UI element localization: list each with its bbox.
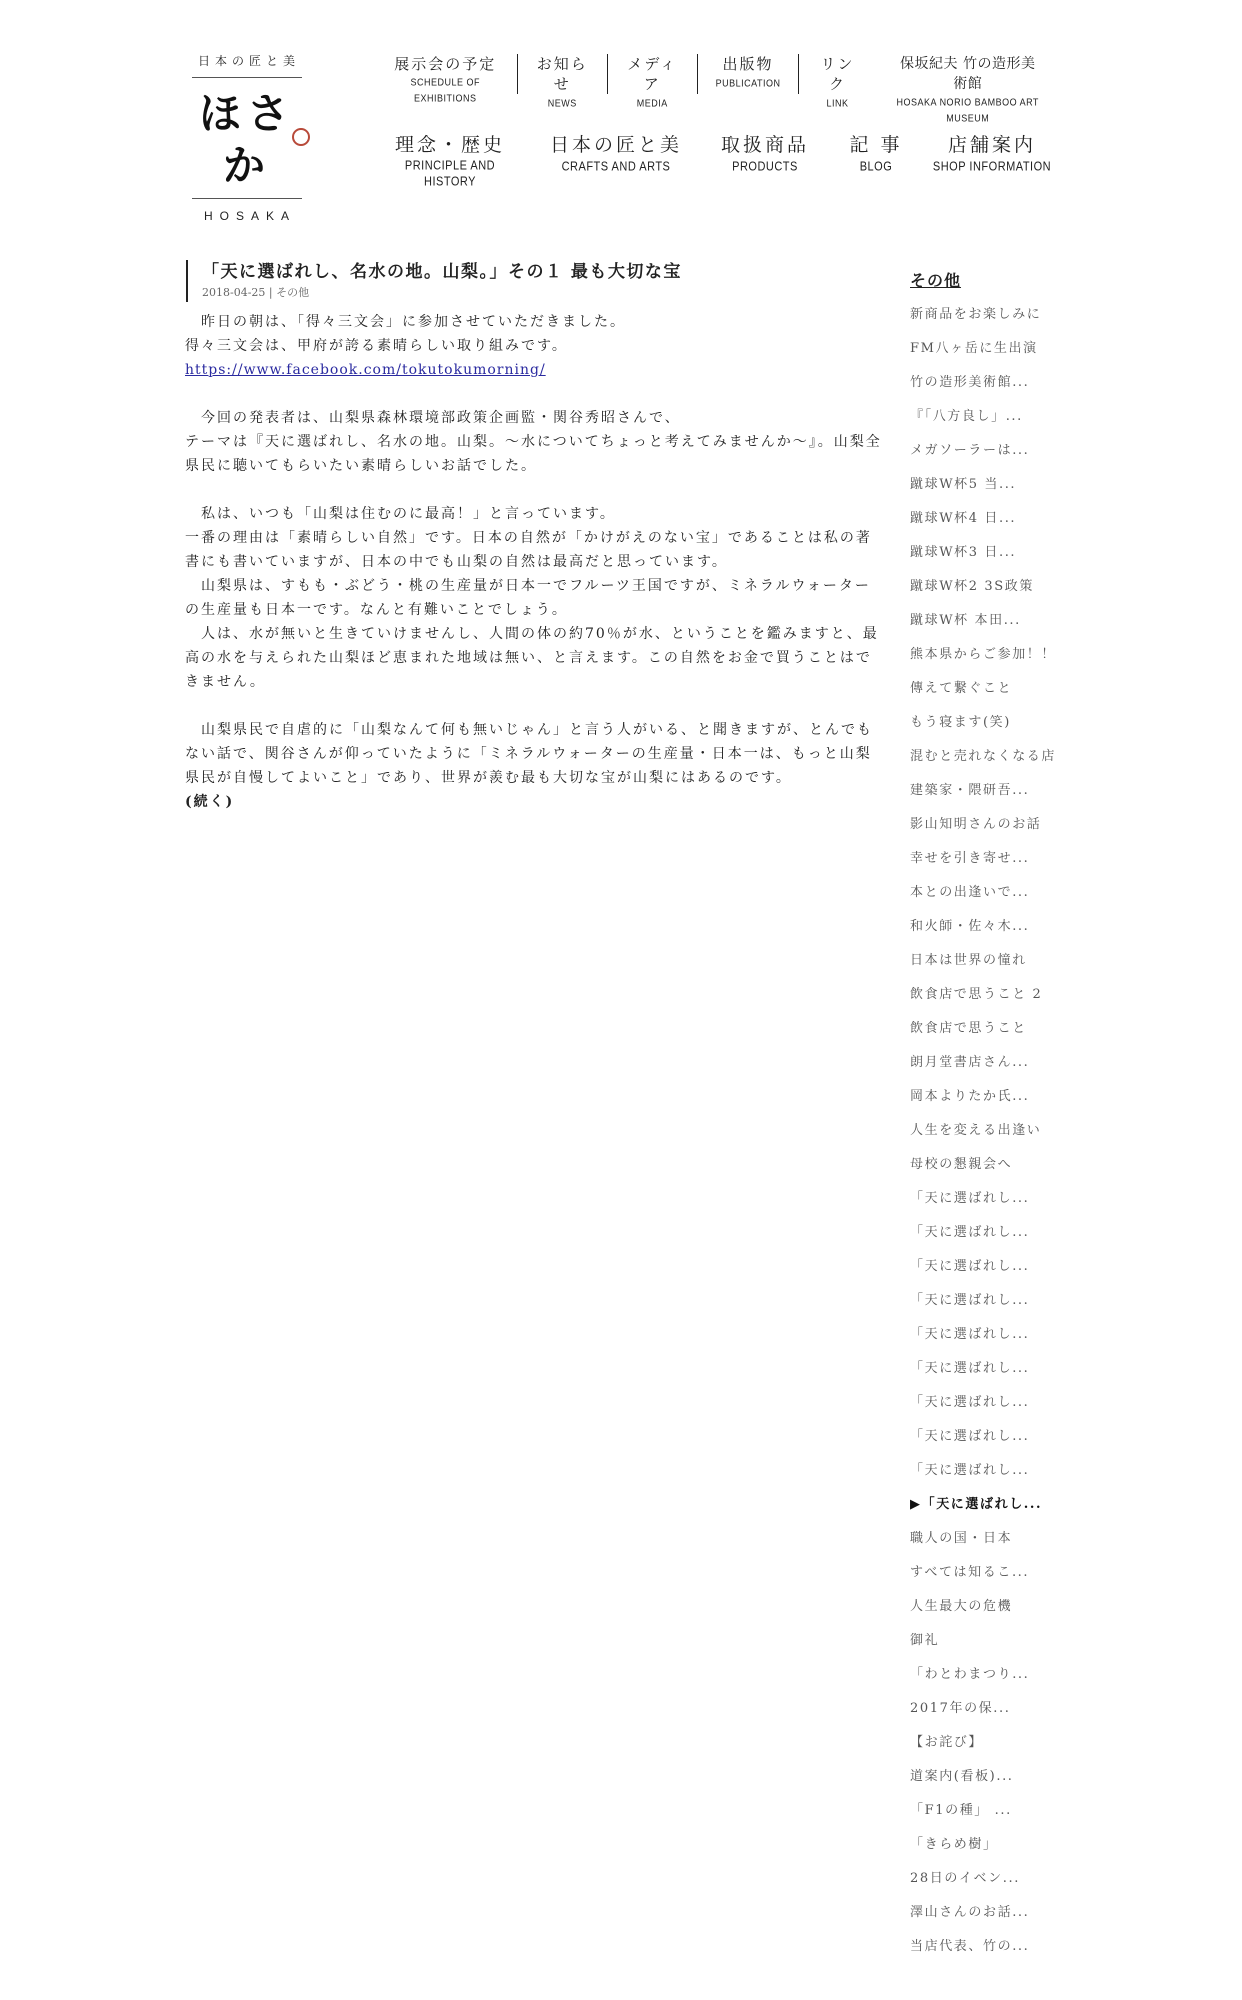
sidebar-post-link[interactable]: 「きらめ樹」: [910, 1837, 998, 1852]
paragraph: テーマは『天に選ばれし、名水の地。山梨。～水についてちょっと考えてみませんか～』。山梨全県民に聴いてもらいたい素晴らしいお話でした。: [185, 434, 882, 474]
nav-label-en: NEWS: [547, 97, 577, 109]
sidebar-post-item: [910, 745, 1070, 768]
nav-label-en: PRODUCTS: [732, 160, 798, 174]
sidebar-post-link[interactable]: 「天に選ばれし...: [910, 1191, 1030, 1206]
sidebar-post-link[interactable]: 人生最大の危機: [910, 1599, 1013, 1614]
nav-label-jp: 記 事: [849, 134, 903, 156]
paragraph: 今回の発表者は、山梨県森林環境部政策企画監・関谷秀昭さんで、: [185, 410, 681, 426]
sidebar-post-item: [910, 779, 1070, 802]
sidebar-post-link[interactable]: 「天に選ばれし...: [910, 1395, 1030, 1410]
nav-item-publication[interactable]: [697, 54, 799, 94]
paragraph-gap: [185, 382, 885, 406]
sidebar-post-item: [910, 1595, 1070, 1618]
nav-label-en: CRAFTS AND ARTS: [561, 160, 671, 174]
sidebar-post-link[interactable]: 当店代表、竹の...: [910, 1939, 1030, 1954]
sidebar-post-item: [910, 303, 1070, 326]
sidebar-post-link[interactable]: 「F1の種」 ...: [910, 1803, 1012, 1818]
nav-item-crafts[interactable]: [536, 132, 696, 174]
sidebar-post-link[interactable]: 「天に選ばれし...: [910, 1259, 1030, 1274]
meta-separator: |: [265, 286, 277, 299]
sidebar-post-link[interactable]: 岡本よりたか氏...: [910, 1089, 1030, 1104]
nav-label-en: PRINCIPLE AND HISTORY: [404, 159, 496, 189]
sidebar-heading[interactable]: その他: [910, 271, 962, 290]
sidebar-post-item: [910, 575, 1070, 598]
sidebar-post-item: [910, 813, 1070, 836]
sidebar-post-link[interactable]: すべては知るこ...: [910, 1565, 1030, 1580]
paragraph: 昨日の朝は、「得々三文会」に参加させていただきました。: [185, 314, 626, 330]
sidebar-post-item: [910, 1425, 1070, 1448]
sidebar-post-item: [910, 337, 1070, 360]
sidebar-post-item: [910, 677, 1070, 700]
sidebar-post-link[interactable]: 「わとわまつり...: [910, 1667, 1030, 1682]
nav-label-en: MEDIA: [636, 97, 668, 109]
sidebar-post-item: [910, 1493, 1070, 1516]
sidebar-post-link[interactable]: 「天に選ばれし...: [910, 1361, 1030, 1376]
site-logo[interactable]: [186, 52, 308, 223]
nav-label-en: SCHEDULE OF EXHIBITIONS: [410, 76, 481, 104]
nav-item-blog[interactable]: [836, 132, 916, 174]
post-date: 2018-04-25: [202, 286, 266, 299]
sidebar-post-link[interactable]: 朗月堂書店さん...: [910, 1055, 1030, 1070]
sidebar-post-list: [910, 303, 1070, 1958]
nav-label-jp: 出版物: [722, 55, 774, 73]
sidebar-post-item: [910, 1085, 1070, 1108]
nav-label-jp: メディア: [627, 55, 678, 93]
sidebar-post-item: [910, 405, 1070, 428]
sidebar-post-item: [910, 847, 1070, 870]
sidebar-post-item: [910, 1187, 1070, 1210]
sidebar-post-link[interactable]: 傳えて繋ぐこと: [910, 681, 1013, 696]
sidebar-post-link[interactable]: 混むと売れなくなる店: [910, 749, 1057, 764]
post-meta: [202, 284, 885, 302]
top-nav: [380, 54, 1060, 124]
nav-item-link[interactable]: [798, 54, 875, 109]
sidebar-post-item: [910, 371, 1070, 394]
paragraph-gap: [185, 478, 885, 502]
sidebar-post-link[interactable]: 澤山さんのお話...: [910, 1905, 1030, 1920]
paragraph: 山梨県は、すもも・ぶどう・桃の生産量が日本一でフルーツ王国ですが、ミネラルウォーターの生産量も日本一です。なんと有難いことでしょう。: [185, 578, 871, 618]
sidebar-post-item: [910, 983, 1070, 1006]
sidebar-post-item: [910, 915, 1070, 938]
sidebar-post-link[interactable]: 和火師・佐々木...: [910, 919, 1030, 934]
main-nav: [380, 132, 1060, 188]
sidebar-post-item: [910, 1153, 1070, 1176]
sidebar-post-item: [910, 643, 1070, 666]
sidebar-post-item: [910, 1391, 1070, 1414]
nav-label-en: PUBLICATION: [715, 77, 781, 89]
sidebar-post-link[interactable]: 人生を変える出逢い: [910, 1123, 1042, 1138]
sidebar-post-item: [910, 1901, 1070, 1924]
facebook-link[interactable]: https://www.facebook.com/tokutokumorning/: [185, 362, 546, 378]
sidebar-post-item: [910, 1051, 1070, 1074]
sidebar-post-link[interactable]: 母校の懇親会へ: [910, 1157, 1013, 1172]
sidebar-post-link[interactable]: 蹴球W杯5 当...: [910, 477, 1017, 492]
sidebar-post-link[interactable]: 建築家・隈研吾...: [910, 783, 1030, 798]
sidebar-post-link[interactable]: 本との出逢いで...: [910, 885, 1030, 900]
sidebar-post-item: [910, 1629, 1070, 1652]
sidebar-post-link[interactable]: 道案内(看板)...: [910, 1769, 1014, 1784]
nav-label-jp: お知らせ: [536, 55, 588, 93]
sidebar-post-item: [910, 1357, 1070, 1380]
sidebar-post-link[interactable]: 幸せを引き寄せ...: [910, 851, 1030, 866]
sidebar-post-link[interactable]: 職人の国・日本: [910, 1531, 1013, 1546]
sidebar-post-item: [910, 949, 1070, 972]
nav-label-jp: 理念・歴史: [394, 134, 505, 156]
paragraph: 得々三文会は、甲府が誇る素晴らしい取り組みです。: [185, 338, 568, 354]
paragraph-gap: [185, 694, 885, 718]
sidebar-post-link[interactable]: 御礼: [910, 1633, 940, 1648]
sidebar-post-item: [910, 1799, 1070, 1822]
sidebar-post-link[interactable]: 【お詫び】: [910, 1735, 984, 1750]
logo-seal-icon: [292, 128, 310, 146]
category-sidebar: [910, 270, 1070, 1969]
sidebar-post-item: [910, 881, 1070, 904]
nav-label-en: SHOP INFORMATION: [932, 160, 1052, 174]
sidebar-post-link[interactable]: 28日のイベン...: [910, 1871, 1020, 1886]
sidebar-post-link[interactable]: 「天に選ばれし...: [910, 1293, 1030, 1308]
paragraph: (続く): [185, 794, 235, 810]
sidebar-post-link[interactable]: 竹の造形美術館...: [910, 375, 1030, 390]
sidebar-post-item: [910, 1731, 1070, 1754]
nav-item-products[interactable]: [710, 132, 820, 174]
sidebar-post-link[interactable]: 影山知明さんのお話: [910, 817, 1042, 832]
logo-divider: [192, 198, 302, 199]
nav-item-news[interactable]: [517, 54, 607, 109]
nav-label-jp: 日本の匠と美: [549, 134, 682, 156]
sidebar-post-link[interactable]: 蹴球W杯2 3S政策: [910, 579, 1034, 594]
post-category-link[interactable]: その他: [276, 286, 310, 299]
nav-item-media[interactable]: [607, 54, 697, 109]
sidebar-post-item: [910, 1935, 1070, 1958]
sidebar-post-link[interactable]: 「天に選ばれし...: [910, 1327, 1030, 1342]
paragraph: 一番の理由は「素晴らしい自然」です。日本の自然が「かけがえのない宝」であることは私の著書にも書いていますが、日本の中でも山梨の自然は最高だと思っています。: [185, 530, 872, 570]
sidebar-post-link[interactable]: 蹴球W杯4 日...: [910, 511, 1017, 526]
post-body: [185, 310, 885, 814]
sidebar-post-item: [910, 439, 1070, 462]
sidebar-post-item: [910, 507, 1070, 530]
paragraph: 私は、いつも「山梨は住むのに最高！」と言っています。: [185, 506, 616, 522]
sidebar-post-item: [910, 1561, 1070, 1584]
post-header: [186, 260, 885, 302]
sidebar-post-item: [910, 711, 1070, 734]
nav-item-principle[interactable]: [380, 132, 520, 188]
sidebar-post-item: [910, 1867, 1070, 1890]
sidebar-post-link[interactable]: 「天に選ばれし...: [910, 1225, 1030, 1240]
logo-divider: [192, 77, 302, 78]
sidebar-post-link[interactable]: FM八ヶ岳に生出演: [910, 341, 1038, 356]
post-title: 「天に選ばれし、名水の地。山梨。」その１ 最も大切な宝: [202, 262, 682, 282]
sidebar-post-item: [910, 1527, 1070, 1550]
nav-label-jp: リンク: [820, 55, 855, 93]
nav-label-en: LINK: [826, 97, 849, 109]
sidebar-post-link[interactable]: 『「八方良し」...: [910, 409, 1023, 424]
sidebar-post-item: [910, 541, 1070, 564]
sidebar-post-item: [910, 1765, 1070, 1788]
sidebar-post-link[interactable]: もう寝ます(笑): [910, 715, 1011, 730]
sidebar-post-item: [910, 473, 1070, 496]
nav-label-en: HOSAKA NORIO BAMBOO ART MUSEUM: [896, 96, 1039, 124]
nav-label-jp: 保坂紀夫 竹の造形美術館: [900, 56, 1036, 92]
sidebar-post-link[interactable]: 新商品をお楽しみに: [910, 307, 1042, 322]
logo-en: HOSAKA: [203, 209, 296, 223]
sidebar-post-link[interactable]: 2017年の保...: [910, 1701, 1011, 1716]
sidebar-post-item: [910, 1289, 1070, 1312]
logo-mark: ほさか: [198, 89, 295, 190]
sidebar-post-item: [910, 1119, 1070, 1142]
logo-tagline: 日本の匠と美: [197, 54, 300, 68]
nav-label-jp: 取扱商品: [720, 134, 809, 156]
sidebar-post-link[interactable]: 熊本県からご参加！！: [910, 647, 1057, 662]
sidebar-post-item: [910, 1017, 1070, 1040]
nav-label-en: BLOG: [859, 160, 893, 174]
sidebar-post-link[interactable]: ▶「天に選ばれし...: [910, 1497, 1043, 1512]
sidebar-post-link[interactable]: 飲食店で思うこと: [910, 1021, 1027, 1036]
sidebar-post-item: [910, 1255, 1070, 1278]
sidebar-post-item: [910, 1697, 1070, 1720]
sidebar-post-link[interactable]: 「天に選ばれし...: [910, 1429, 1030, 1444]
nav-label-jp: 展示会の予定: [394, 55, 497, 73]
blog-post: [185, 260, 885, 814]
sidebar-post-link[interactable]: 蹴球W杯3 日...: [910, 545, 1017, 560]
paragraph: 山梨県民で自虐的に「山梨なんて何も無いじゃん」と言う人がいる、と聞きますが、とんでもない話で、関谷さんが仰っていたように「ミネラルウォーターの生産量・日本一は、もっと山梨県民が自慢してよいこと」であり、世界が羨む最も大切な宝が山梨にはあるのです。: [185, 722, 873, 786]
sidebar-post-link[interactable]: 飲食店で思うこと 2: [910, 987, 1043, 1002]
sidebar-post-link[interactable]: メガソーラーは...: [910, 443, 1030, 458]
sidebar-post-item: [910, 1323, 1070, 1346]
sidebar-post-item: [910, 1221, 1070, 1244]
sidebar-post-link[interactable]: 「天に選ばれし...: [910, 1463, 1030, 1478]
nav-label-jp: 店舗案内: [947, 134, 1036, 156]
sidebar-post-link[interactable]: 蹴球W杯 本田...: [910, 613, 1021, 628]
nav-item-museum[interactable]: [875, 54, 1060, 124]
paragraph: 人は、水が無いと生きていけませんし、人間の体の約70％が水、ということを鑑みますと、最高の水を与えられた山梨ほど恵まれた地域は無い、と言えます。この自然をお金で買うことはできません。: [185, 626, 879, 690]
sidebar-post-item: [910, 1663, 1070, 1686]
sidebar-post-item: [910, 1459, 1070, 1482]
sidebar-post-item: [910, 1833, 1070, 1856]
sidebar-post-item: [910, 609, 1070, 632]
nav-item-shop[interactable]: [932, 132, 1052, 174]
nav-item-schedule[interactable]: [380, 54, 517, 104]
sidebar-post-link[interactable]: 日本は世界の憧れ: [910, 953, 1027, 968]
